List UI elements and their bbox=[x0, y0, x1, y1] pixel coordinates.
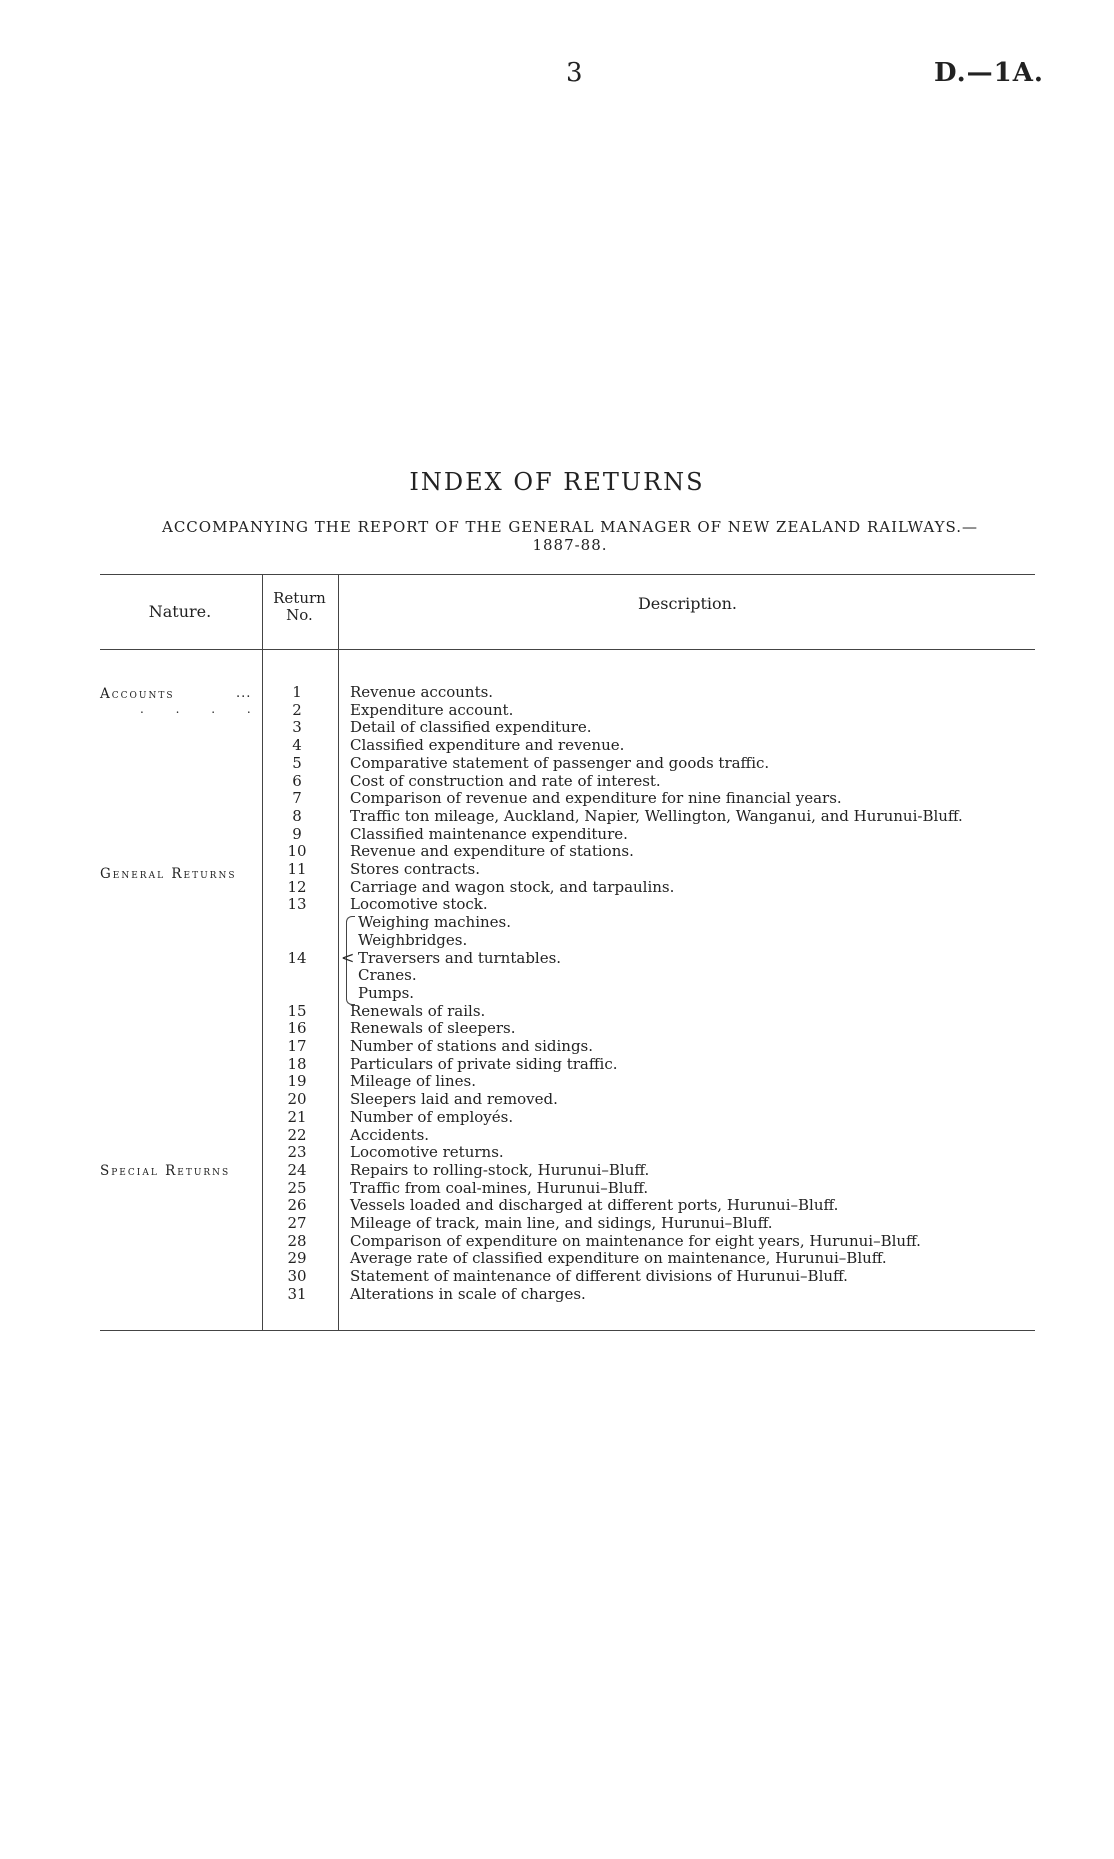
return-description: Sleepers laid and removed. bbox=[350, 1090, 558, 1109]
header-description: Description. bbox=[637, 594, 738, 613]
return-description: Average rate of classified expenditure on maintenance, Hurunui–Bluff. bbox=[350, 1249, 887, 1268]
return-number: 24 bbox=[287, 1160, 307, 1179]
return-number: 5 bbox=[292, 753, 302, 772]
return-description: Pumps. bbox=[358, 983, 415, 1002]
return-description: Statement of maintenance of different divisions of Hurunui–Bluff. bbox=[350, 1267, 848, 1286]
return-description: Carriage and wagon stock, and tarpaulins. bbox=[350, 877, 675, 896]
return-description: Revenue and expenditure of stations. bbox=[350, 842, 634, 861]
return-description: Number of stations and sidings. bbox=[350, 1037, 594, 1055]
return-description: Locomotive returns. bbox=[350, 1143, 504, 1162]
header-nature: Nature. bbox=[148, 602, 212, 621]
return-number: 10 bbox=[287, 842, 307, 861]
return-number: 22 bbox=[287, 1125, 307, 1144]
header-return-line-1: Return bbox=[273, 589, 326, 607]
brace-point: < bbox=[341, 948, 355, 967]
group-general-returns: General Returns bbox=[100, 866, 237, 882]
return-number: 13 bbox=[287, 895, 307, 914]
return-description: Renewals of sleepers. bbox=[350, 1019, 516, 1038]
return-description: Particulars of private siding traffic. bbox=[350, 1054, 618, 1073]
group-accounts-dots: ... bbox=[236, 686, 252, 701]
return-description: Weighing machines. bbox=[358, 913, 511, 932]
return-description: Comparison of revenue and expenditure for nine financial years. bbox=[350, 789, 842, 808]
return-description: Repairs to rolling-stock, Hurunui–Bluff. bbox=[350, 1160, 650, 1179]
return-description: Revenue accounts. bbox=[350, 683, 494, 701]
return-number: 15 bbox=[287, 1001, 307, 1020]
return-description: Classified maintenance expenditure. bbox=[350, 824, 628, 843]
return-description: Mileage of lines. bbox=[350, 1072, 476, 1091]
document-code: D.—1A. bbox=[934, 58, 1044, 88]
return-number: 26 bbox=[287, 1196, 307, 1215]
return-description: Traffic ton mileage, Auckland, Napier, Wellington, Wanganui, and Hurunui-Bluff. bbox=[350, 806, 963, 825]
subtitle-line-2: 1887-88. bbox=[532, 536, 608, 554]
table-top-rule bbox=[100, 574, 1035, 575]
return-description: Detail of classified expenditure. bbox=[350, 718, 592, 737]
return-description: Cost of construction and rate of interest. bbox=[350, 771, 661, 790]
return-number: 25 bbox=[287, 1178, 307, 1197]
return-number: 23 bbox=[287, 1143, 307, 1162]
return-number: 11 bbox=[287, 860, 307, 878]
return-number: 6 bbox=[292, 771, 302, 790]
return-number: 2 bbox=[292, 700, 302, 719]
column-divider-right bbox=[338, 574, 339, 1330]
return-description: Expenditure account. bbox=[350, 700, 514, 719]
return-number: 18 bbox=[287, 1054, 307, 1073]
return-description: Cranes. bbox=[358, 966, 417, 985]
return-description: Classified expenditure and revenue. bbox=[350, 736, 625, 755]
return-description: Traversers and turntables. bbox=[358, 948, 562, 967]
return-number: 16 bbox=[287, 1019, 307, 1038]
return-number: 31 bbox=[287, 1284, 307, 1303]
return-number: 28 bbox=[287, 1231, 307, 1250]
table-header-rule bbox=[100, 649, 1035, 650]
page-subtitle bbox=[100, 518, 1040, 554]
return-number: 7 bbox=[292, 789, 302, 808]
return-number: 20 bbox=[287, 1090, 307, 1109]
return-number: 12 bbox=[287, 877, 307, 896]
return-number: 29 bbox=[287, 1249, 307, 1268]
return-description: Comparative statement of passenger and goods traffic. bbox=[350, 753, 770, 772]
return-number: 14 bbox=[287, 948, 307, 967]
return-number: 21 bbox=[287, 1107, 307, 1126]
return-description: Number of employés. bbox=[350, 1107, 514, 1126]
return-description: Locomotive stock. bbox=[350, 895, 488, 914]
return-number: 4 bbox=[292, 736, 302, 755]
return-description: Accidents. bbox=[350, 1125, 430, 1144]
return-number: 30 bbox=[287, 1267, 307, 1286]
return-description: Vessels loaded and discharged at different ports, Hurunui–Bluff. bbox=[350, 1196, 839, 1215]
return-number: 1 bbox=[292, 683, 302, 701]
return-description: Alterations in scale of charges. bbox=[350, 1284, 586, 1303]
return-description: Weighbridges. bbox=[358, 930, 468, 949]
table-bottom-rule bbox=[100, 1330, 1035, 1331]
return-description: Mileage of track, main line, and sidings, Hurunui–Bluff. bbox=[350, 1214, 773, 1232]
return-description: Comparison of expenditure on maintenance for eight years, Hurunui–Bluff. bbox=[350, 1231, 921, 1250]
header-return-line-2: No. bbox=[286, 606, 313, 624]
return-description: Traffic from coal-mines, Hurunui–Bluff. bbox=[350, 1178, 649, 1197]
decorative-dots: . . . . bbox=[140, 702, 265, 716]
return-number: 19 bbox=[287, 1072, 307, 1091]
return-number: 8 bbox=[292, 806, 302, 825]
return-number: 27 bbox=[287, 1214, 307, 1232]
return-description: Stores contracts. bbox=[350, 860, 480, 878]
return-description: Renewals of rails. bbox=[350, 1001, 486, 1020]
page-title: INDEX OF RETURNS bbox=[409, 468, 705, 496]
return-number: 9 bbox=[292, 824, 302, 843]
group-special-returns: Special Returns bbox=[100, 1163, 231, 1179]
group-accounts: Accounts bbox=[100, 686, 175, 702]
subtitle-line-1: ACCOMPANYING THE REPORT OF THE GENERAL MANAGER OF NEW ZEALAND RAILWAYS.— bbox=[161, 518, 978, 536]
page-number: 3 bbox=[566, 58, 583, 88]
header-return-no bbox=[262, 590, 337, 624]
return-number: 3 bbox=[292, 718, 302, 737]
return-number: 17 bbox=[287, 1037, 307, 1055]
